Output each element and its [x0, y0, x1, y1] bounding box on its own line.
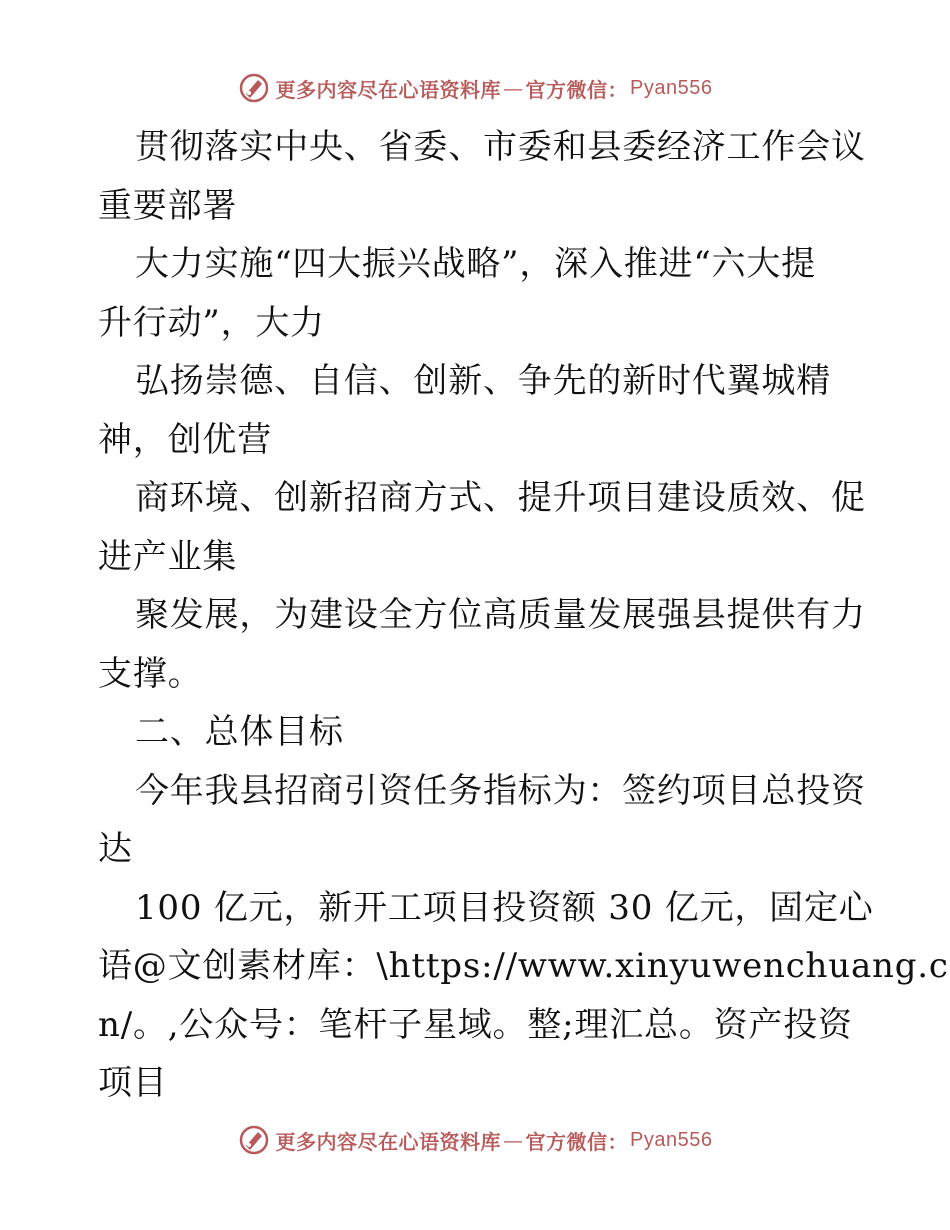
body-line: 弘扬崇德、自信、创新、争先的新时代翼城精: [135, 361, 831, 401]
body-line: 聚发展，为建设全方位高质量发展强县提供有力: [135, 595, 866, 635]
brand-logo-icon: [238, 72, 270, 104]
body-line: 达: [98, 829, 133, 869]
watermark-text: 更多内容尽在心语资料库: [275, 77, 502, 102]
watermark-separator: —: [503, 76, 524, 100]
body-line: 商环境、创新招商方式、提升项目建设质效、促: [135, 478, 866, 518]
body-line: 升行动”，大力: [98, 302, 325, 343]
watermark-text: 更多内容尽在心语资料库: [275, 1129, 502, 1154]
document-body: [98, 118, 949, 1113]
body-line: 项目: [98, 1063, 168, 1103]
watermark-wechat-label: 官方微信：: [525, 1129, 629, 1154]
watermark-separator: —: [503, 1128, 524, 1152]
body-line: 进产业集: [98, 536, 238, 577]
body-line: 100 亿元，新开工项目投资额 30 亿元，固定心: [135, 887, 874, 928]
watermark-wechat-id: Pyan556: [630, 1128, 713, 1151]
brand-logo-icon: [238, 1124, 270, 1156]
body-line: 今年我县招商引资任务指标为：签约项目总投资: [135, 770, 866, 811]
watermark-wechat-id: Pyan556: [630, 76, 713, 99]
body-line: n/。,公众号：笔杆子星域。整;理汇总。资产投资: [98, 1004, 853, 1045]
section-heading: 二、总体目标: [135, 712, 344, 752]
body-line: 神，创优营: [98, 419, 272, 460]
body-line: 支撑。: [98, 653, 203, 694]
body-line: 大力实施“四大振兴战略”，深入推进“六大提: [135, 244, 816, 284]
body-line: 重要部署: [98, 185, 238, 226]
footer-watermark: [0, 1124, 950, 1156]
body-line: 语@文创素材库：\https://www.xinyuwenchuang.c: [98, 946, 949, 986]
body-line: 贯彻落实中央、省委、市委和县委经济工作会议: [135, 127, 866, 167]
watermark-wechat-label: 官方微信：: [525, 77, 629, 102]
header-watermark: [0, 72, 950, 104]
